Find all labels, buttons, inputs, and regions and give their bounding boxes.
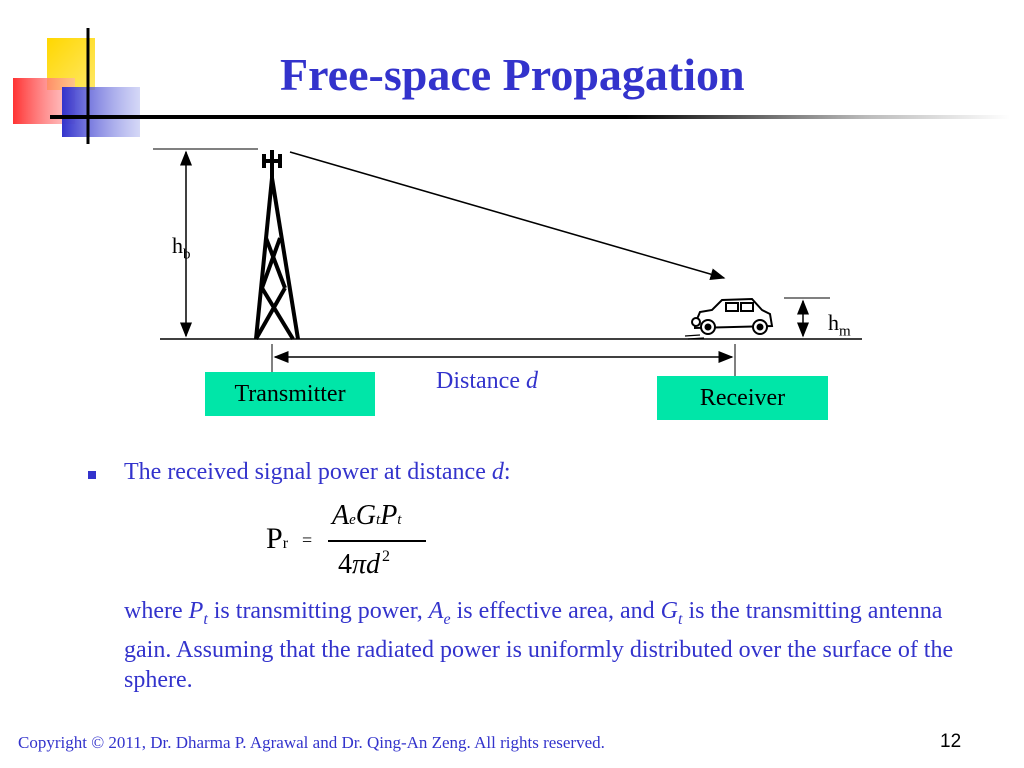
hm-label: $h_m$: [828, 310, 851, 340]
car-icon: [685, 299, 772, 339]
bullet-icon: [88, 471, 96, 479]
copyright-footer: Copyright © 2011, Dr. Dharma P. Agrawal and Dr. Qing-An Zeng. All rights reserved.: [18, 733, 605, 752]
explanation-paragraph: where $P_t$ is transmitting power, $A_e$ is effective area, and $G_t$ is the transmitting antenna gain. Assuming that the radiated power is uniformly distributed over the surface of the sphere.: [124, 598, 954, 693]
receiver-box: [657, 376, 828, 420]
transmitter-box: [205, 372, 375, 416]
formula-denominator: 4πd $^2$: [338, 548, 391, 580]
page-number: 12: [940, 731, 962, 752]
formula-numerator: AeGtPt: [332, 500, 402, 531]
tower-icon: [256, 150, 298, 339]
distance-label: Distance d: [436, 368, 538, 394]
hb-label: $h_b$: [172, 233, 191, 263]
formula-equals: =: [302, 530, 313, 550]
formula-lhs: Pr: [266, 522, 289, 555]
receiver-label: Receiver: [699, 385, 786, 411]
bullet-text: The received signal power at distance d:: [124, 459, 511, 485]
slide-title: Free-space Propagation: [280, 49, 745, 100]
signal-path-arrow: [290, 152, 724, 278]
formula-fraction-bar: [328, 540, 426, 542]
transmitter-label: Transmitter: [234, 381, 346, 407]
